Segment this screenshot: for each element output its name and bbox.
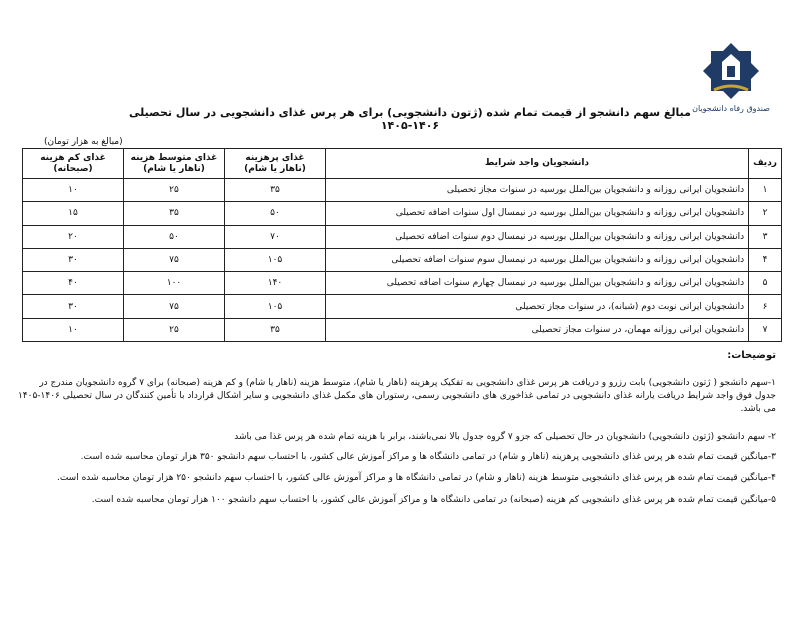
table-row <box>23 225 782 248</box>
note-item: ۳-میانگین قیمت تمام شده هر پرس غذای دانشجویی پرهزینه (ناهار و شام) در تمامی دانشگاه ها و مراکز آموزش عالی کشور، با احتساب سهم دانشجو ۳۵۰ هزار تومان محاسبه شده است. <box>80 452 776 462</box>
row-medium-value: ۱۰۰ <box>124 272 225 295</box>
logo-emblem-icon <box>700 40 762 102</box>
header-condition: دانشجویان واجد شرایط <box>326 149 749 179</box>
table-row <box>23 318 782 341</box>
row-number: ۷ <box>749 318 782 341</box>
header-expensive-sub: (ناهار یا شام) <box>244 163 306 174</box>
row-medium-value: ۷۵ <box>124 295 225 318</box>
row-number: ۳ <box>749 225 782 248</box>
table-header-row <box>23 149 782 179</box>
header-medium-meal <box>124 149 225 179</box>
row-medium-value: ۷۵ <box>124 248 225 271</box>
row-expensive-value: ۵۰ <box>225 202 326 225</box>
row-condition: دانشجویان ایرانی نوبت دوم (شبانه)، در سنوات مجاز تحصیلی <box>326 295 749 318</box>
header-medium-sub: (ناهار یا شام) <box>143 163 205 174</box>
header-row-number: ردیف <box>749 149 782 179</box>
unit-note: (مبالغ به هزار تومان) <box>44 137 123 147</box>
row-cheap-value: ۱۵ <box>23 202 124 225</box>
row-cheap-value: ۱۰ <box>23 179 124 202</box>
row-expensive-value: ۷۰ <box>225 225 326 248</box>
row-condition: دانشجویان ایرانی روزانه و دانشجویان بین‌الملل بورسیه در نیمسال چهارم سنوات اضافه تحصیلی <box>326 272 749 295</box>
note-item: ۵-میانگین قیمت تمام شده هر پرس غذای دانشجویی کم هزینه (صبحانه) در تمامی دانشگاه ها و مراکز آموزش عالی کشور، با احتساب سهم دانشجو ۱۰۰ هزار تومان محاسبه شده است. <box>91 495 776 505</box>
note-item: ۱-سهم دانشجو ( ژتون دانشجویی) بابت رزرو و دریافت هر پرس غذای دانشجویی به تفکیک پرهزینه (ناهار یا شام)، متوسط هزینه (ناهار یا شام) و کم هزینه (صبحانه) برای ۷ گروه دانشجویان مندرج در جدول فوق واجد شرایط دریافت یارانه غذای دانشجویی در تمامی غذاخوری های دانشجویی رسمی، رستوران های مکمل غذای دانشجویی و سایر اشکال قرارداد با تأمین کنندگان در سال تحصیلی ۱۴۰۶-۱۴۰۵ می باشد. <box>17 378 776 414</box>
row-condition: دانشجویان ایرانی روزانه و دانشجویان بین‌الملل بورسیه در نیمسال سوم سنوات اضافه تحصیلی <box>326 248 749 271</box>
page-title: مبالغ سهم دانشجو از قیمت تمام شده (ژتون دانشجویی) برای هر پرس غذای دانشجویی در سال تحصیلی ۱۴۰۶-۱۴۰۵ <box>129 106 691 132</box>
row-medium-value: ۲۵ <box>124 179 225 202</box>
table-row <box>23 202 782 225</box>
note-item: ۴-میانگین قیمت تمام شده هر پرس غذای دانشجویی متوسط هزینه (ناهار و شام) در تمامی دانشگاه ها و مراکز آموزش عالی کشور، با احتساب سهم دانشجو ۲۵۰ هزار تومان محاسبه شده است. <box>56 473 776 483</box>
row-condition: دانشجویان ایرانی روزانه مهمان، در سنوات مجاز تحصیلی <box>326 318 749 341</box>
row-cheap-value: ۳۰ <box>23 295 124 318</box>
row-medium-value: ۵۰ <box>124 225 225 248</box>
row-condition: دانشجویان ایرانی روزانه و دانشجویان بین‌الملل بورسیه در سنوات مجاز تحصیلی <box>326 179 749 202</box>
notes-heading: توضیحات: <box>727 350 776 361</box>
header-cheap-label: غذای کم هزینه <box>40 152 106 163</box>
row-medium-value: ۲۵ <box>124 318 225 341</box>
row-number: ۶ <box>749 295 782 318</box>
header-medium-label: غذای متوسط هزینه <box>130 152 218 163</box>
row-cheap-value: ۴۰ <box>23 272 124 295</box>
note-item: ۲- سهم دانشجو (ژتون دانشجویی) دانشجویان در حال تحصیلی که جزو ۷ گروه جدول بالا نمی‌باشند، برابر با هزینه تمام شده هر پرس غذا می باشد <box>234 432 776 442</box>
row-medium-value: ۳۵ <box>124 202 225 225</box>
header-expensive-label: غذای پرهزینه <box>245 152 305 163</box>
table-row <box>23 248 782 271</box>
row-number: ۲ <box>749 202 782 225</box>
table-row <box>23 272 782 295</box>
table-row <box>23 179 782 202</box>
row-number: ۴ <box>749 248 782 271</box>
logo-caption: صندوق رفاه دانشجویان <box>692 104 770 113</box>
row-cheap-value: ۱۰ <box>23 318 124 341</box>
row-number: ۵ <box>749 272 782 295</box>
row-expensive-value: ۳۵ <box>225 179 326 202</box>
row-expensive-value: ۱۴۰ <box>225 272 326 295</box>
row-cheap-value: ۳۰ <box>23 248 124 271</box>
row-expensive-value: ۱۰۵ <box>225 248 326 271</box>
row-condition: دانشجویان ایرانی روزانه و دانشجویان بین‌الملل بورسیه در نیمسال دوم سنوات اضافه تحصیلی <box>326 225 749 248</box>
student-share-table <box>22 148 782 342</box>
row-expensive-value: ۳۵ <box>225 318 326 341</box>
table-row <box>23 295 782 318</box>
header-expensive-meal <box>225 149 326 179</box>
header-cheap-sub: (صبحانه) <box>53 163 93 174</box>
row-condition: دانشجویان ایرانی روزانه و دانشجویان بین‌الملل بورسیه در نیمسال اول سنوات اضافه تحصیلی <box>326 202 749 225</box>
row-expensive-value: ۱۰۵ <box>225 295 326 318</box>
header-cheap-meal <box>23 149 124 179</box>
row-cheap-value: ۲۰ <box>23 225 124 248</box>
row-number: ۱ <box>749 179 782 202</box>
